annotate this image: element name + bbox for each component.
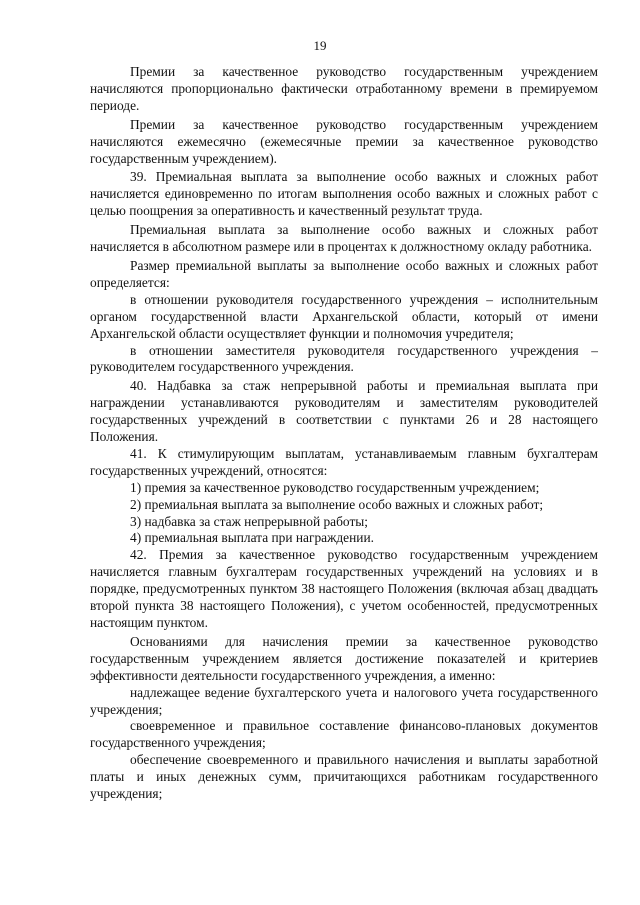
paragraph-clause-41: 41. К стимулирующим выплатам, устанавливаемым главным бухгалтерам государственных учреждений, относятся: — [90, 445, 598, 478]
paragraph-clause-40: 40. Надбавка за стаж непрерывной работы и премиальная выплата при награждении устанавливаются руководителям и заместителям руководителей государственных учреждений в соответствии с пунктами 26 и 28 настоящего Положения. — [90, 378, 598, 445]
paragraph: Размер премиальной выплаты за выполнение особо важных и сложных работ определяется: — [90, 257, 598, 290]
list-item: 3) надбавка за стаж непрерывной работы; — [130, 513, 369, 529]
paragraph: в отношении руководителя государственного учреждения – исполнительным органом государственной власти Архангельской области, который от имени Архангельской области осуществляет функции и полномочия учредителя; — [90, 291, 598, 341]
paragraph-clause-42: 42. Премия за качественное руководство государственным учреждением начисляется главным бухгалтерам государственных учреждений на условиях и в порядке, предусмотренных пунктом 38 настоящего Положения (включая абзац двадцать второй пункта 38 настоящего Положения), с учетом особенностей, предусмотренных настоящим пунктом. — [90, 547, 598, 630]
page-number: 19 — [313, 38, 327, 53]
paragraph: Основаниями для начисления премии за качественное руководство государственным учреждением является достижение показателей и критериев эффективности деятельности государственного учреждения, а именно: — [90, 633, 598, 683]
list-item: 4) премиальная выплата при награждении. — [130, 530, 374, 546]
paragraph: Премиальная выплата за выполнение особо важных и сложных работ начисляется в абсолютном размере или в процентах к должностному окладу работника. — [90, 222, 598, 255]
paragraph: своевременное и правильное составление финансово-плановых документов государственного учреждения; — [90, 718, 598, 751]
paragraph: в отношении заместителя руководителя государственного учреждения – руководителем государственного учреждения. — [90, 342, 598, 375]
paragraph: надлежащее ведение бухгалтерского учета и налогового учета государственного учреждения; — [90, 684, 598, 717]
paragraph-clause-39: 39. Премиальная выплата за выполнение особо важных и сложных работ начисляется единовременно по итогам выполнения особо важных и сложных работ с целью поощрения за оперативность и качественный результат труда. — [90, 169, 598, 219]
document-body — [90, 64, 598, 803]
paragraph: Премии за качественное руководство государственным учреждением начисляются ежемесячно (ежемесячные премии за качественное руководство государственным учреждением). — [90, 116, 598, 166]
paragraph: обеспечение своевременного и правильного начисления и выплаты заработной платы и иных денежных сумм, причитающихся работникам государственного учреждения; — [90, 752, 598, 802]
list-item: 1) премия за качественное руководство государственным учреждением; — [130, 479, 540, 495]
paragraph: Премии за качественное руководство государственным учреждением начисляются пропорционально фактически отработанному времени в премируемом периоде. — [90, 64, 598, 113]
list-item: 2) премиальная выплата за выполнение особо важных и сложных работ; — [130, 496, 544, 512]
